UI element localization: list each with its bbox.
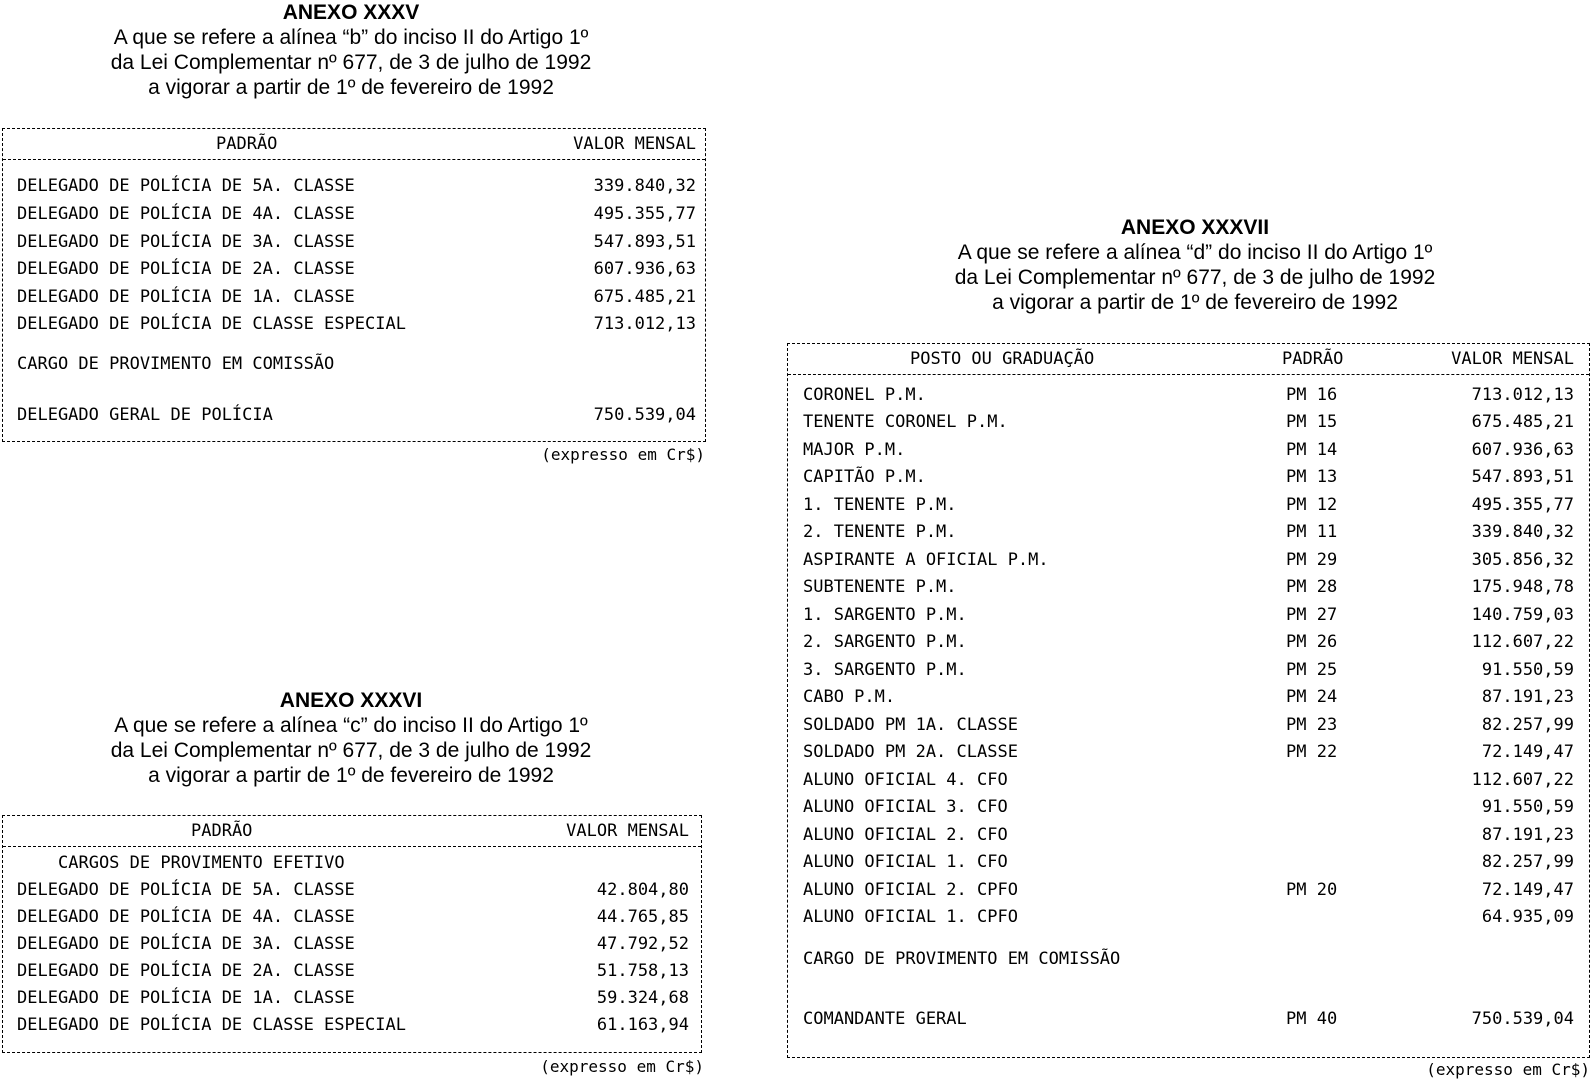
annex35-table (2, 128, 706, 442)
row-label: DELEGADO DE POLÍCIA DE 3A. CLASSE (17, 232, 355, 252)
row-label: MAJOR P.M. (803, 440, 906, 460)
annex35-currency-note: (expresso em Cr$) (541, 445, 705, 464)
row-label: DELEGADO DE POLÍCIA DE 4A. CLASSE (17, 907, 355, 927)
row-label: 1. SARGENTO P.M. (803, 605, 967, 625)
table-row (788, 1006, 1589, 1033)
row-value: 87.191,23 (1481, 825, 1574, 845)
row-label: COMANDANTE GERAL (803, 1009, 967, 1029)
row-value: 495.355,77 (593, 204, 696, 224)
row-value: 750.539,04 (1471, 1009, 1574, 1029)
row-label: ALUNO OFICIAL 3. CFO (803, 797, 1008, 817)
table-row (3, 877, 701, 904)
annex37-heading (800, 215, 1590, 315)
section-label (788, 946, 1589, 973)
table-row (3, 256, 705, 283)
section-label (3, 351, 705, 378)
row-value: 140.759,03 (1471, 605, 1574, 625)
row-value: 47.792,52 (596, 934, 689, 954)
table-row (3, 311, 705, 338)
annex35-col-padrao: PADRÃO (216, 134, 278, 154)
row-label: DELEGADO DE POLÍCIA DE 3A. CLASSE (17, 934, 355, 954)
row-label: DELEGADO DE POLÍCIA DE 5A. CLASSE (17, 176, 355, 196)
table-row (788, 684, 1589, 711)
annex37-subtitle-2: da Lei Complementar nº 677, de 3 de julho de 1992 (954, 266, 1436, 289)
row-value: 42.804,80 (596, 880, 689, 900)
annex35-subtitle-2: da Lei Complementar nº 677, de 3 de julho de 1992 (110, 51, 592, 74)
table-row (788, 409, 1589, 436)
row-value: 59.324,68 (596, 988, 689, 1008)
annex36-table-header (3, 816, 701, 847)
table-row (788, 877, 1589, 904)
row-value: 547.893,51 (593, 232, 696, 252)
row-label: ALUNO OFICIAL 1. CFO (803, 852, 1008, 872)
row-value: 72.149,47 (1481, 742, 1574, 762)
row-padrao: PM 16 (1286, 385, 1338, 405)
table-row (3, 931, 701, 958)
row-value: 112.607,22 (1471, 770, 1574, 790)
row-value: 495.355,77 (1471, 495, 1574, 515)
table-row (788, 767, 1589, 794)
row-value: 91.550,59 (1481, 660, 1574, 680)
row-padrao: PM 26 (1286, 632, 1338, 652)
row-value: 175.948,78 (1471, 577, 1574, 597)
row-value: 61.163,94 (596, 1015, 689, 1035)
table-row (788, 492, 1589, 519)
row-padrao: PM 24 (1286, 687, 1338, 707)
table-row (788, 904, 1589, 931)
row-value: 713.012,13 (593, 314, 696, 334)
row-value: 87.191,23 (1481, 687, 1574, 707)
row-value: 675.485,21 (593, 287, 696, 307)
row-value: 82.257,99 (1481, 852, 1574, 872)
row-value: 305.856,32 (1471, 550, 1574, 570)
row-label: DELEGADO DE POLÍCIA DE CLASSE ESPECIAL (17, 1015, 406, 1035)
table-row (3, 402, 705, 429)
row-padrao: PM 15 (1286, 412, 1338, 432)
table-row (3, 958, 701, 985)
row-padrao: PM 12 (1286, 495, 1338, 515)
annex36-subtitle-3: a vigorar a partir de 1º de fevereiro de 1992 (148, 764, 554, 787)
annex36-title: ANEXO XXXVI (279, 689, 423, 712)
row-value: 72.149,47 (1481, 880, 1574, 900)
row-value: 112.607,22 (1471, 632, 1574, 652)
annex36-currency-note: (expresso em Cr$) (540, 1057, 704, 1076)
table-row (788, 602, 1589, 629)
row-padrao: PM 28 (1286, 577, 1338, 597)
row-label: SOLDADO PM 2A. CLASSE (803, 742, 1018, 762)
row-value: 750.539,04 (593, 405, 696, 425)
row-label: SOLDADO PM 1A. CLASSE (803, 715, 1018, 735)
annex37-table (787, 343, 1590, 1058)
annex36-col-padrao: PADRÃO (191, 821, 253, 841)
row-label: ALUNO OFICIAL 2. CFO (803, 825, 1008, 845)
row-label: DELEGADO DE POLÍCIA DE 4A. CLASSE (17, 204, 355, 224)
annex37-col-posto: POSTO OU GRADUAÇÃO (910, 349, 1095, 369)
annex37-currency-note: (expresso em Cr$) (1426, 1060, 1590, 1079)
row-padrao: PM 40 (1286, 1009, 1338, 1029)
row-label: CORONEL P.M. (803, 385, 926, 405)
table-row (3, 229, 705, 256)
annex37-col-padrao: PADRÃO (1282, 349, 1344, 369)
row-value: 607.936,63 (593, 259, 696, 279)
table-row (788, 657, 1589, 684)
annex37-subtitle-1: A que se refere a alínea “d” do inciso II do Artigo 1º (957, 241, 1433, 264)
annex35-subtitle-1: A que se refere a alínea “b” do inciso II do Artigo 1º (113, 26, 589, 49)
section-commission-label: CARGO DE PROVIMENTO EM COMISSÃO (803, 949, 1121, 969)
row-padrao: PM 23 (1286, 715, 1338, 735)
row-label: DELEGADO GERAL DE POLÍCIA (17, 405, 273, 425)
section-label (3, 850, 701, 877)
annex35-heading (0, 0, 702, 100)
annex36-subtitle-2: da Lei Complementar nº 677, de 3 de julho de 1992 (110, 739, 592, 762)
row-value: 51.758,13 (596, 961, 689, 981)
row-label: ALUNO OFICIAL 1. CPFO (803, 907, 1018, 927)
row-label: TENENTE CORONEL P.M. (803, 412, 1008, 432)
annex37-title: ANEXO XXXVII (1120, 216, 1270, 239)
row-padrao: PM 14 (1286, 440, 1338, 460)
row-value: 339.840,32 (1471, 522, 1574, 542)
row-label: DELEGADO DE POLÍCIA DE 2A. CLASSE (17, 259, 355, 279)
row-label: 2. TENENTE P.M. (803, 522, 957, 542)
annex36-col-valor: VALOR MENSAL (566, 821, 689, 841)
table-row (788, 519, 1589, 546)
row-value: 339.840,32 (593, 176, 696, 196)
row-label: CAPITÃO P.M. (803, 467, 926, 487)
row-label: DELEGADO DE POLÍCIA DE 2A. CLASSE (17, 961, 355, 981)
annex37-col-valor: VALOR MENSAL (1451, 349, 1574, 369)
section-effective-label: CARGOS DE PROVIMENTO EFETIVO (58, 853, 345, 873)
row-padrao: PM 20 (1286, 880, 1338, 900)
row-label: 1. TENENTE P.M. (803, 495, 957, 515)
table-row (788, 437, 1589, 464)
annex35-col-valor: VALOR MENSAL (573, 134, 696, 154)
annex37-subtitle-3: a vigorar a partir de 1º de fevereiro de 1992 (992, 291, 1398, 314)
section-commission-label: CARGO DE PROVIMENTO EM COMISSÃO (17, 354, 335, 374)
row-value: 547.893,51 (1471, 467, 1574, 487)
row-value: 82.257,99 (1481, 715, 1574, 735)
table-row (3, 904, 701, 931)
row-value: 44.765,85 (596, 907, 689, 927)
row-value: 91.550,59 (1481, 797, 1574, 817)
row-padrao: PM 29 (1286, 550, 1338, 570)
table-row (3, 284, 705, 311)
row-value: 607.936,63 (1471, 440, 1574, 460)
table-row (788, 574, 1589, 601)
table-row (788, 794, 1589, 821)
annex35-table-header (3, 129, 705, 160)
annex35-title: ANEXO XXXV (282, 1, 420, 24)
annex36-table (2, 815, 702, 1053)
annex36-heading (0, 688, 702, 788)
row-value: 64.935,09 (1481, 907, 1574, 927)
row-padrao: PM 11 (1286, 522, 1338, 542)
table-row (788, 822, 1589, 849)
annex35-subtitle-3: a vigorar a partir de 1º de fevereiro de 1992 (148, 76, 554, 99)
annex36-subtitle-1: A que se refere a alínea “c” do inciso II do Artigo 1º (114, 714, 588, 737)
table-row (3, 1012, 701, 1039)
row-padrao: PM 25 (1286, 660, 1338, 680)
table-row (788, 629, 1589, 656)
table-row (788, 849, 1589, 876)
row-label: 2. SARGENTO P.M. (803, 632, 967, 652)
row-padrao: PM 13 (1286, 467, 1338, 487)
row-label: DELEGADO DE POLÍCIA DE 1A. CLASSE (17, 287, 355, 307)
row-label: ASPIRANTE A OFICIAL P.M. (803, 550, 1049, 570)
row-label: ALUNO OFICIAL 4. CFO (803, 770, 1008, 790)
row-value: 713.012,13 (1471, 385, 1574, 405)
row-value: 675.485,21 (1471, 412, 1574, 432)
table-row (3, 985, 701, 1012)
row-label: CABO P.M. (803, 687, 896, 707)
row-label: DELEGADO DE POLÍCIA DE CLASSE ESPECIAL (17, 314, 406, 334)
row-label: DELEGADO DE POLÍCIA DE 1A. CLASSE (17, 988, 355, 1008)
table-row (788, 712, 1589, 739)
annex37-table-header (788, 344, 1589, 375)
table-row (3, 201, 705, 228)
row-label: DELEGADO DE POLÍCIA DE 5A. CLASSE (17, 880, 355, 900)
table-row (3, 173, 705, 200)
table-row (788, 382, 1589, 409)
row-label: 3. SARGENTO P.M. (803, 660, 967, 680)
row-label: SUBTENENTE P.M. (803, 577, 957, 597)
row-padrao: PM 22 (1286, 742, 1338, 762)
row-label: ALUNO OFICIAL 2. CPFO (803, 880, 1018, 900)
table-row (788, 739, 1589, 766)
row-padrao: PM 27 (1286, 605, 1338, 625)
table-row (788, 464, 1589, 491)
table-row (788, 547, 1589, 574)
